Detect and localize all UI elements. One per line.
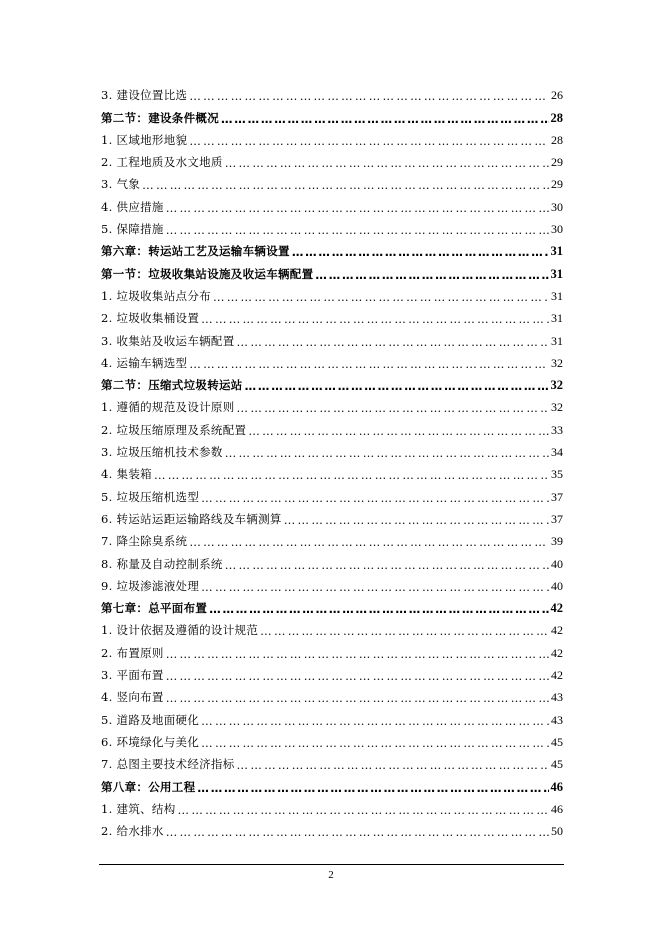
toc-dot-leader bbox=[284, 513, 549, 527]
toc-heading[interactable] bbox=[101, 772, 563, 794]
toc-item[interactable] bbox=[101, 683, 563, 705]
toc-item[interactable] bbox=[101, 393, 563, 415]
toc-item[interactable] bbox=[101, 415, 563, 437]
toc-entry-label: 7. 总图主要技术经济指标 bbox=[101, 757, 235, 772]
toc-entry-label: 2. 给水排水 bbox=[101, 824, 164, 839]
toc-dot-leader bbox=[292, 245, 549, 259]
toc-entry-label: 3. 垃圾压缩机技术参数 bbox=[101, 445, 223, 460]
toc-dot-leader bbox=[142, 178, 549, 192]
page-number: 2 bbox=[328, 869, 334, 881]
toc-entry-page-number: 45 bbox=[551, 757, 563, 772]
toc-dot-leader bbox=[201, 736, 549, 750]
toc-dot-leader bbox=[189, 134, 549, 148]
toc-entry-page-number: 32 bbox=[551, 400, 563, 415]
toc-dot-leader bbox=[189, 535, 549, 549]
toc-entry-page-number: 37 bbox=[551, 489, 563, 504]
toc-entry-page-number: 46 bbox=[551, 801, 563, 816]
toc-item[interactable] bbox=[101, 304, 563, 326]
toc-dot-leader bbox=[225, 558, 549, 572]
toc-item[interactable] bbox=[101, 527, 563, 549]
toc-entry-page-number: 32 bbox=[551, 355, 563, 370]
toc-entry-page-number: 31 bbox=[550, 266, 563, 281]
toc-dot-leader bbox=[178, 803, 549, 817]
toc-item[interactable] bbox=[101, 795, 563, 817]
toc-dot-leader bbox=[225, 156, 549, 170]
toc-dot-leader bbox=[154, 468, 549, 482]
toc-entry-page-number: 39 bbox=[551, 534, 563, 549]
toc-entry-page-number: 40 bbox=[551, 556, 563, 571]
toc-item[interactable] bbox=[101, 215, 563, 237]
toc-item[interactable] bbox=[101, 750, 563, 772]
toc-item[interactable] bbox=[101, 705, 563, 727]
toc-dot-leader bbox=[197, 781, 548, 795]
toc-dot-leader bbox=[201, 714, 549, 728]
toc-entry-page-number: 31 bbox=[551, 333, 563, 348]
toc-entry-label: 1. 垃圾收集站点分布 bbox=[101, 288, 211, 303]
toc-dot-leader bbox=[245, 379, 549, 393]
table-of-contents bbox=[101, 81, 563, 839]
toc-item[interactable] bbox=[101, 460, 563, 482]
toc-entry-page-number: 31 bbox=[551, 288, 563, 303]
toc-item[interactable] bbox=[101, 817, 563, 839]
toc-entry-label: 3. 气象 bbox=[101, 177, 141, 192]
toc-entry-label: 5. 垃圾压缩机选型 bbox=[101, 489, 200, 504]
toc-heading[interactable] bbox=[101, 594, 563, 616]
toc-item[interactable] bbox=[101, 638, 563, 660]
footer-rule bbox=[99, 864, 564, 865]
toc-entry-page-number: 42 bbox=[550, 601, 563, 616]
toc-entry-page-number: 28 bbox=[551, 132, 563, 147]
toc-dot-leader bbox=[201, 580, 549, 594]
toc-heading[interactable] bbox=[101, 103, 563, 125]
toc-heading[interactable] bbox=[101, 237, 563, 259]
toc-entry-page-number: 26 bbox=[551, 88, 563, 103]
toc-entry-label: 4. 供应措施 bbox=[101, 199, 164, 214]
toc-dot-leader bbox=[260, 624, 549, 638]
toc-dot-leader bbox=[166, 669, 549, 683]
toc-entry-label: 第二节：压缩式垃圾转运站 bbox=[101, 378, 243, 393]
toc-entry-page-number: 42 bbox=[551, 623, 563, 638]
toc-entry-label: 5. 道路及地面硬化 bbox=[101, 712, 200, 727]
toc-entry-page-number: 43 bbox=[551, 712, 563, 727]
toc-dot-leader bbox=[166, 825, 549, 839]
toc-item[interactable] bbox=[101, 482, 563, 504]
toc-entry-label: 1. 遵循的规范及设计原则 bbox=[101, 400, 235, 415]
toc-entry-page-number: 32 bbox=[550, 378, 563, 393]
toc-item[interactable] bbox=[101, 438, 563, 460]
toc-entry-label: 6. 转运站运距运输路线及车辆测算 bbox=[101, 511, 282, 526]
toc-entry-page-number: 40 bbox=[551, 578, 563, 593]
toc-entry-label: 7. 降尘除臭系统 bbox=[101, 534, 188, 549]
toc-item[interactable] bbox=[101, 81, 563, 103]
toc-entry-page-number: 37 bbox=[551, 511, 563, 526]
toc-item[interactable] bbox=[101, 192, 563, 214]
toc-dot-leader bbox=[315, 268, 548, 282]
toc-entry-label: 第二节：建设条件概况 bbox=[101, 110, 219, 125]
toc-dot-leader bbox=[237, 335, 549, 349]
toc-item[interactable] bbox=[101, 616, 563, 638]
toc-dot-leader bbox=[166, 223, 549, 237]
toc-entry-page-number: 31 bbox=[550, 244, 563, 259]
toc-entry-label: 第一节：垃圾收集站设施及收运车辆配置 bbox=[101, 266, 314, 281]
toc-item[interactable] bbox=[101, 349, 563, 371]
toc-dot-leader bbox=[237, 401, 549, 415]
toc-entry-page-number: 46 bbox=[550, 779, 563, 794]
toc-item[interactable] bbox=[101, 282, 563, 304]
toc-entry-page-number: 34 bbox=[551, 445, 563, 460]
toc-entry-page-number: 29 bbox=[551, 177, 563, 192]
toc-dot-leader bbox=[225, 446, 549, 460]
toc-entry-label: 第八章：公用工程 bbox=[101, 779, 196, 794]
toc-entry-page-number: 43 bbox=[551, 690, 563, 705]
toc-dot-leader bbox=[166, 201, 549, 215]
toc-entry-page-number: 45 bbox=[551, 734, 563, 749]
toc-heading[interactable] bbox=[101, 371, 563, 393]
toc-entry-label: 2. 垃圾收集桶设置 bbox=[101, 311, 200, 326]
toc-entry-page-number: 33 bbox=[551, 422, 563, 437]
toc-entry-page-number: 30 bbox=[551, 199, 563, 214]
toc-entry-label: 8. 称量及自动控制系统 bbox=[101, 556, 223, 571]
toc-item[interactable] bbox=[101, 505, 563, 527]
toc-entry-page-number: 35 bbox=[551, 467, 563, 482]
toc-entry-label: 3. 平面布置 bbox=[101, 668, 164, 683]
toc-entry-label: 5. 保障措施 bbox=[101, 222, 164, 237]
toc-entry-label: 3. 收集站及收运车辆配置 bbox=[101, 333, 235, 348]
toc-dot-leader bbox=[237, 758, 549, 772]
toc-item[interactable] bbox=[101, 326, 563, 348]
toc-entry-label: 2. 工程地质及水文地质 bbox=[101, 155, 223, 170]
toc-dot-leader bbox=[209, 602, 548, 616]
toc-entry-page-number: 29 bbox=[551, 155, 563, 170]
toc-item[interactable] bbox=[101, 572, 563, 594]
toc-entry-label: 4. 集装箱 bbox=[101, 467, 152, 482]
toc-entry-page-number: 50 bbox=[551, 824, 563, 839]
toc-dot-leader bbox=[248, 424, 549, 438]
toc-entry-page-number: 30 bbox=[551, 222, 563, 237]
toc-entry-label: 1. 设计依据及遵循的设计规范 bbox=[101, 623, 259, 638]
toc-heading[interactable] bbox=[101, 259, 563, 281]
toc-dot-leader bbox=[189, 89, 549, 103]
toc-entry-label: 4. 运输车辆选型 bbox=[101, 355, 188, 370]
toc-entry-label: 3. 建设位置比选 bbox=[101, 88, 188, 103]
toc-entry-page-number: 31 bbox=[551, 311, 563, 326]
toc-entry-label: 2. 布置原则 bbox=[101, 645, 164, 660]
toc-item[interactable] bbox=[101, 170, 563, 192]
toc-dot-leader bbox=[166, 647, 549, 661]
toc-dot-leader bbox=[201, 491, 549, 505]
toc-entry-label: 9. 垃圾渗滤液处理 bbox=[101, 578, 200, 593]
toc-dot-leader bbox=[189, 357, 549, 371]
toc-item[interactable] bbox=[101, 661, 563, 683]
toc-item[interactable] bbox=[101, 728, 563, 750]
toc-entry-label: 1. 区域地形地貌 bbox=[101, 132, 188, 147]
toc-entry-page-number: 28 bbox=[550, 110, 563, 125]
toc-dot-leader bbox=[166, 691, 549, 705]
toc-entry-page-number: 42 bbox=[551, 645, 563, 660]
toc-item[interactable] bbox=[101, 549, 563, 571]
toc-dot-leader bbox=[213, 290, 549, 304]
toc-entry-label: 6. 环境绿化与美化 bbox=[101, 734, 200, 749]
toc-entry-label: 1. 建筑、结构 bbox=[101, 801, 176, 816]
toc-item[interactable] bbox=[101, 126, 563, 148]
toc-entry-label: 4. 竖向布置 bbox=[101, 690, 164, 705]
toc-dot-leader bbox=[201, 312, 549, 326]
toc-entry-page-number: 42 bbox=[551, 668, 563, 683]
toc-entry-label: 第六章：转运站工艺及运输车辆设置 bbox=[101, 244, 290, 259]
toc-item[interactable] bbox=[101, 148, 563, 170]
toc-entry-label: 第七章：总平面布置 bbox=[101, 601, 208, 616]
toc-dot-leader bbox=[221, 112, 549, 126]
toc-entry-label: 2. 垃圾压缩原理及系统配置 bbox=[101, 422, 247, 437]
